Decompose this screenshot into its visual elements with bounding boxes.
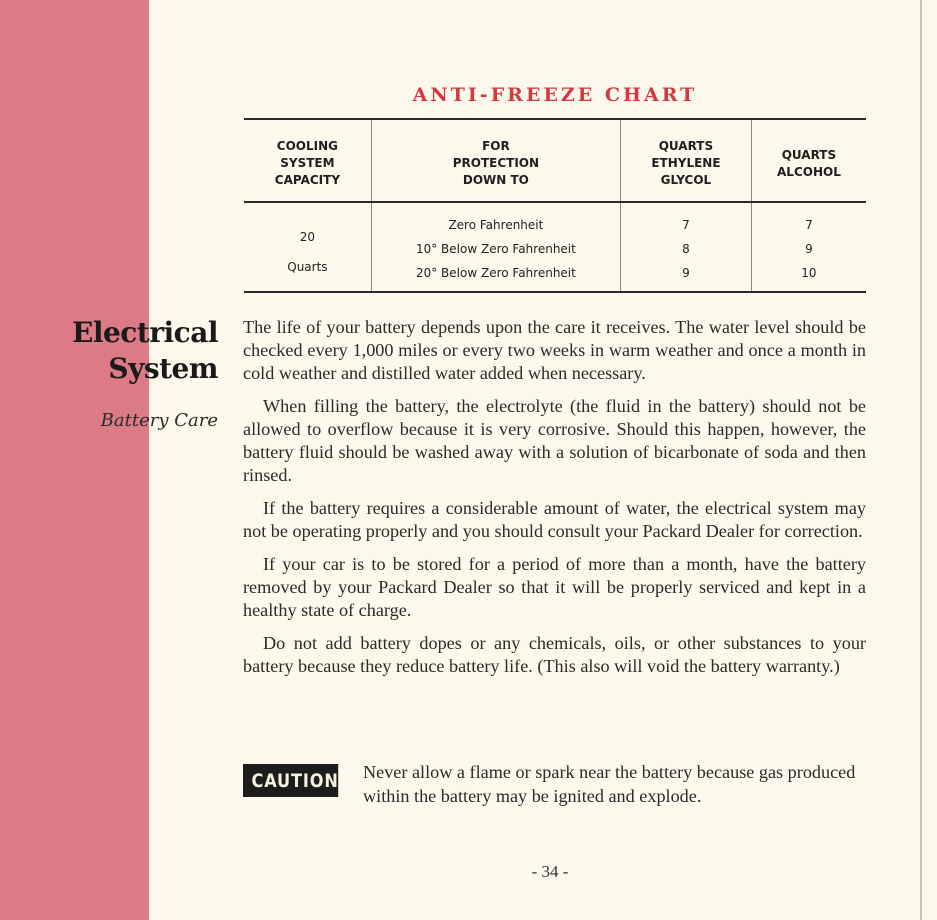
header-cooling-capacity: COOLING SYSTEM CAPACITY (244, 119, 371, 202)
caution-text: Never allow a flame or spark near the battery because gas produced within the battery may be ignited and explode. (363, 762, 856, 806)
caution-badge: CAUTION (243, 764, 338, 797)
caution-block (243, 760, 868, 808)
chart-title: ANTI-FREEZE CHART (412, 84, 698, 106)
protection-cell: 10° Below Zero Fahrenheit (371, 237, 620, 261)
header-protection: FOR PROTECTION DOWN TO (371, 119, 620, 202)
header-alcohol: QUARTS ALCOHOL (751, 119, 866, 202)
capacity-cell: 20 Quarts (244, 202, 371, 292)
paragraph: If your car is to be stored for a period of more than a month, have the battery removed by your Packard Dealer so that it will be properly serviced and kept in a healthy state of charge. (243, 554, 866, 620)
glycol-cell: 7 (620, 202, 751, 237)
paragraph: When filling the battery, the electrolyte (the fluid in the battery) should not be allowed to overflow because it is very corrosive. Should this happen, however, the battery fluid should be washed away with a solution of bicarbonate of soda and then rinsed. (243, 396, 866, 485)
header-ethylene-glycol: QUARTS ETHYLENE GLYCOL (620, 119, 751, 202)
paragraph: If the battery requires a considerable amount of water, the electrical system may not be operating properly and you should consult your Packard Dealer for correction. (243, 498, 866, 541)
protection-cell: 20° Below Zero Fahrenheit (371, 261, 620, 292)
page-edge (920, 0, 922, 920)
alcohol-cell: 10 (751, 261, 866, 292)
protection-cell: Zero Fahrenheit (371, 202, 620, 237)
paragraph: The life of your battery depends upon the care it receives. The water level should be checked every 1,000 miles or every two weeks in warm weather and once a month in cold weather and distilled water added when necessary. (243, 317, 866, 383)
table-row (244, 202, 866, 237)
anti-freeze-table (244, 118, 866, 293)
glycol-cell: 8 (620, 237, 751, 261)
glycol-cell: 9 (620, 261, 751, 292)
page-margin-strip (0, 0, 149, 920)
paragraph: Do not add battery dopes or any chemicals, oils, or other substances to your battery because they reduce battery life. (This also will void the battery warranty.) (243, 633, 866, 676)
body-text (243, 316, 866, 688)
section-title: Electrical System (72, 316, 218, 385)
alcohol-cell: 9 (805, 242, 813, 256)
section-subtitle: Battery Care (100, 410, 218, 431)
page-number: - 34 - (531, 862, 569, 881)
table-header-row (244, 119, 866, 202)
alcohol-cell: 7 (805, 218, 813, 232)
